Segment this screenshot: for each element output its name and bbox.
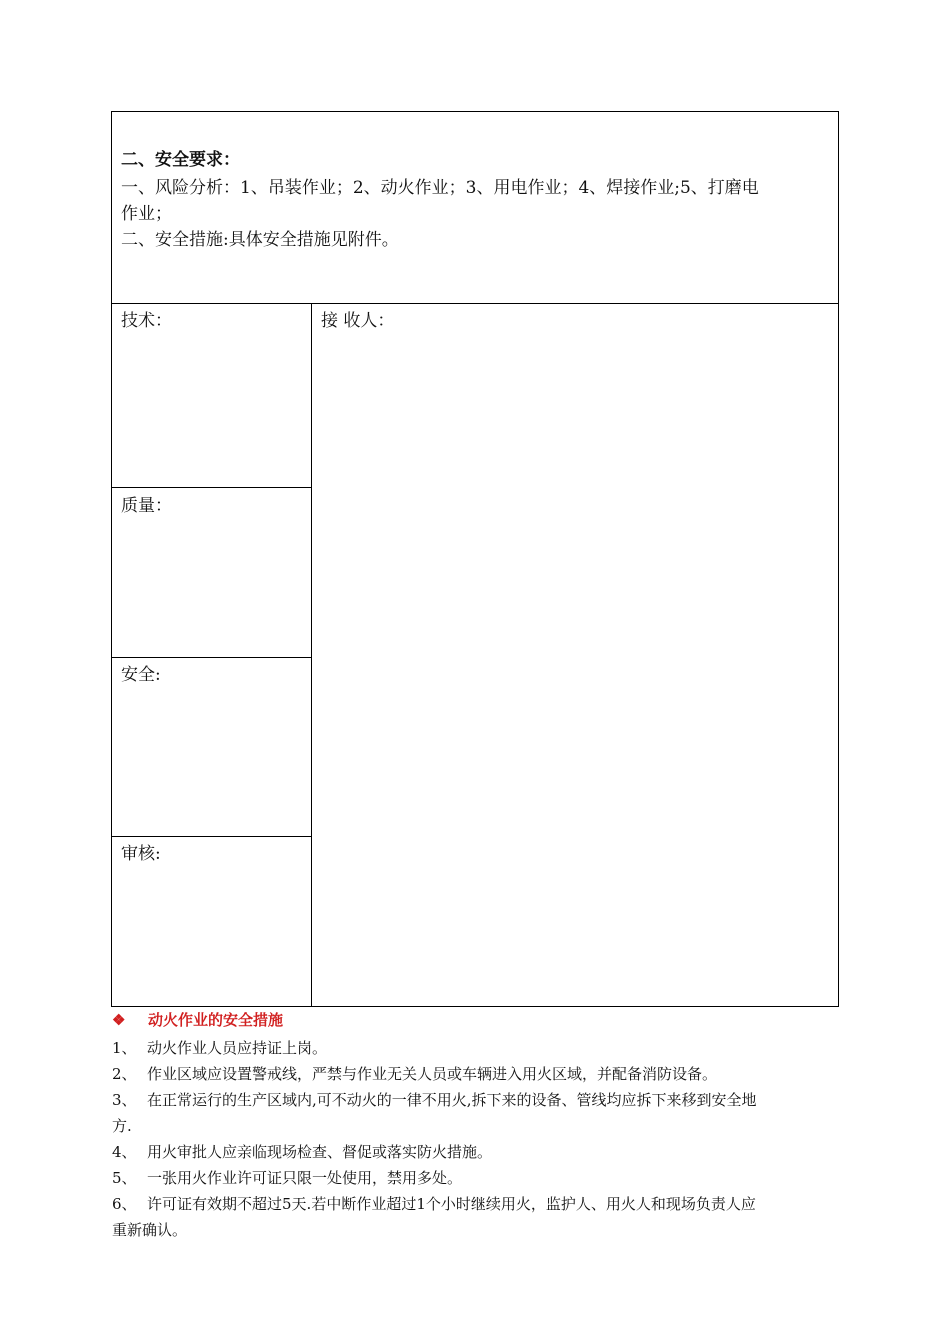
signoff-row-divider bbox=[111, 487, 312, 488]
list-item-continuation: 方. bbox=[112, 1117, 132, 1135]
diamond-bullet-icon: ❖ bbox=[112, 1011, 126, 1029]
safety-label: 安全: bbox=[121, 665, 161, 685]
receiver-label: 接 收人： bbox=[321, 311, 395, 331]
list-item: 6、 许可证有效期不超过5天.若中断作业超过1个小时继续用火，监护人、用火人和现场负责人应 bbox=[112, 1195, 756, 1213]
safety-measures-line: 二、安全措施:具体安全措施见附件。 bbox=[121, 230, 399, 250]
signoff-row-divider bbox=[111, 657, 312, 658]
list-item: 3、 在正常运行的生产区域内,可不动火的一律不用火,拆下来的设备、管线均应拆下来移到安全地 bbox=[112, 1091, 757, 1109]
review-label: 审核: bbox=[121, 844, 161, 864]
list-item: 1、 动火作业人员应持证上岗。 bbox=[112, 1039, 328, 1057]
signoff-row-divider bbox=[111, 836, 312, 837]
requirements-title: 二、安全要求： bbox=[121, 150, 240, 170]
risk-analysis-line-1: 一、风险分析：1、吊装作业；2、动火作业；3、用电作业；4、焊接作业;5、打磨电 bbox=[121, 178, 759, 198]
fire-measures-section bbox=[112, 1009, 840, 1243]
risk-analysis-line-2: 作业； bbox=[121, 204, 172, 224]
list-item: 5、 一张用火作业许可证只限一处使用，禁用多处。 bbox=[112, 1169, 463, 1187]
quality-label: 质量： bbox=[121, 496, 172, 516]
list-item: 2、 作业区域应设置警戒线，严禁与作业无关人员或车辆进入用火区域，并配备消防设备。 bbox=[112, 1065, 718, 1083]
list-item-continuation: 重新确认。 bbox=[112, 1221, 188, 1239]
technical-label: 技术： bbox=[121, 311, 172, 331]
fire-measures-heading bbox=[112, 1009, 840, 1035]
fire-measures-title: 动火作业的安全措施 bbox=[148, 1011, 284, 1029]
signoff-table bbox=[111, 303, 839, 1007]
signoff-column-divider bbox=[311, 303, 312, 1007]
list-item: 4、 用火审批人应亲临现场检查、督促或落实防火措施。 bbox=[112, 1143, 493, 1161]
